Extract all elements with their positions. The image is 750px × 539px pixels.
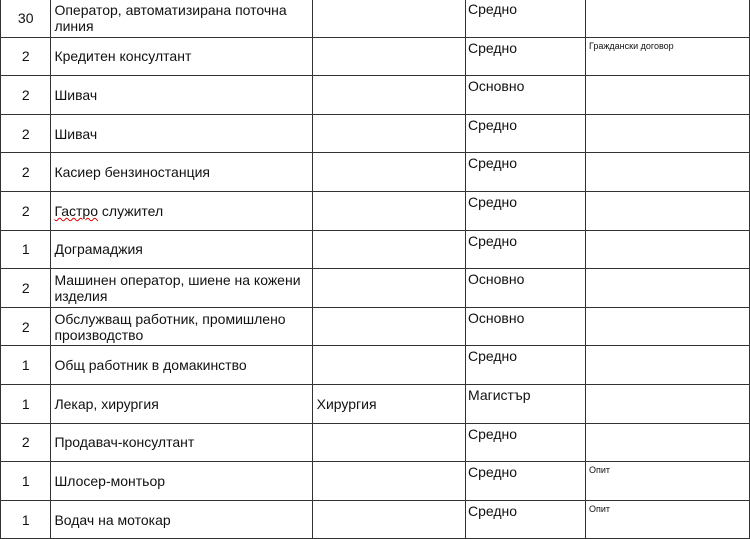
position-cell — [51, 384, 312, 423]
position-cell-text: Гастро служител — [54, 202, 164, 219]
specialty-cell — [312, 500, 465, 539]
note-cell-text: Опит — [589, 465, 611, 476]
quantity-cell — [1, 76, 51, 115]
note-cell — [586, 307, 750, 346]
specialty-cell — [312, 384, 465, 423]
education-cell — [466, 37, 586, 76]
note-cell-text: Опит — [589, 503, 611, 514]
quantity-cell-text: 2 — [21, 202, 30, 219]
quantity-cell-text: 2 — [21, 48, 30, 65]
position-cell — [51, 269, 312, 308]
position-cell — [51, 230, 312, 269]
specialty-cell — [312, 230, 465, 269]
position-cell-text: Дограмаджия — [54, 241, 143, 258]
quantity-cell-text: 2 — [21, 164, 30, 181]
education-cell-text: Средно — [468, 464, 518, 481]
position-cell-text: Общ работник в домакинство — [54, 357, 247, 374]
position-cell-text: Водач на мотокар — [54, 511, 171, 528]
table-row — [1, 230, 750, 269]
education-cell-text: Основно — [468, 78, 525, 95]
position-cell-text: Машинен оператор, шиене на кожени изделия — [54, 271, 301, 304]
quantity-cell — [1, 346, 51, 385]
quantity-cell — [1, 37, 51, 76]
table-row — [1, 0, 750, 37]
table-row — [1, 37, 750, 76]
specialty-cell — [312, 423, 465, 462]
position-cell-text: Оператор, автоматизирана поточна линия — [54, 1, 287, 34]
position-cell — [51, 76, 312, 115]
note-cell — [586, 191, 750, 230]
position-cell — [51, 153, 312, 192]
education-cell-text: Основно — [468, 309, 525, 326]
quantity-cell — [1, 423, 51, 462]
table-row — [1, 269, 750, 308]
position-cell — [51, 191, 312, 230]
education-cell — [466, 423, 586, 462]
table-row — [1, 423, 750, 462]
education-cell — [466, 191, 586, 230]
note-cell — [586, 0, 750, 37]
education-cell-text: Средно — [468, 39, 518, 56]
note-cell — [586, 500, 750, 539]
note-cell-text: Граждански договор — [589, 40, 674, 51]
quantity-cell — [1, 462, 51, 501]
education-cell — [466, 153, 586, 192]
position-cell — [51, 423, 312, 462]
specialty-cell — [312, 191, 465, 230]
note-cell — [586, 76, 750, 115]
position-cell-text: Шлосер-монтьор — [54, 472, 166, 489]
table-row — [1, 307, 750, 346]
education-cell-text: Средно — [468, 232, 518, 249]
position-cell — [51, 37, 312, 76]
specialty-cell — [312, 114, 465, 153]
specialty-cell — [312, 76, 465, 115]
position-cell — [51, 307, 312, 346]
position-cell-text: Обслужващ работник, промишлено производство — [54, 310, 286, 343]
education-cell — [466, 307, 586, 346]
table-row — [1, 153, 750, 192]
quantity-cell — [1, 269, 51, 308]
position-cell-text: Кредитен консултант — [54, 48, 192, 65]
specialty-cell — [312, 462, 465, 501]
position-cell-text: Лекар, хирургия — [54, 395, 159, 412]
position-cell-text: Касиер бензиностанция — [54, 164, 210, 181]
specialty-cell — [312, 37, 465, 76]
position-cell — [51, 462, 312, 501]
quantity-cell — [1, 230, 51, 269]
quantity-cell-text: 2 — [21, 86, 30, 103]
quantity-cell-text: 2 — [21, 434, 30, 451]
specialty-cell — [312, 153, 465, 192]
education-cell-text: Средно — [468, 502, 518, 519]
position-cell-text: Шивач — [54, 86, 98, 103]
education-cell-text: Средно — [468, 1, 518, 17]
specialty-cell — [312, 269, 465, 308]
quantity-cell-text: 1 — [21, 472, 30, 489]
note-cell — [586, 384, 750, 423]
position-cell — [51, 0, 312, 37]
table-row — [1, 384, 750, 423]
education-cell — [466, 114, 586, 153]
note-cell — [586, 346, 750, 385]
position-cell — [51, 346, 312, 385]
education-cell — [466, 384, 586, 423]
specialty-cell — [312, 346, 465, 385]
education-cell — [466, 500, 586, 539]
education-cell — [466, 269, 586, 308]
note-cell — [586, 153, 750, 192]
position-cell — [51, 114, 312, 153]
quantity-cell — [1, 0, 51, 37]
quantity-cell — [1, 191, 51, 230]
education-cell-text: Средно — [468, 348, 518, 365]
position-cell-text: Продавач-консултант — [54, 434, 195, 451]
education-cell-text: Средно — [468, 193, 518, 210]
note-cell — [586, 423, 750, 462]
note-cell — [586, 230, 750, 269]
quantity-cell-text: 1 — [21, 241, 30, 258]
education-cell — [466, 346, 586, 385]
quantity-cell-text: 2 — [21, 125, 30, 142]
education-cell — [466, 0, 586, 37]
education-cell-text: Средно — [468, 155, 518, 172]
quantity-cell-text: 2 — [21, 279, 30, 296]
note-cell — [586, 37, 750, 76]
specialty-cell-text: Хирургия — [316, 395, 377, 412]
position-cell-text: Шивач — [54, 125, 98, 142]
table-row — [1, 114, 750, 153]
education-cell-text: Основно — [468, 271, 525, 288]
education-cell-text: Магистър — [468, 386, 531, 403]
quantity-cell-text: 1 — [21, 511, 30, 528]
note-cell — [586, 462, 750, 501]
education-cell — [466, 76, 586, 115]
note-cell — [586, 269, 750, 308]
quantity-cell-text: 2 — [21, 318, 30, 335]
quantity-cell — [1, 307, 51, 346]
specialty-cell — [312, 307, 465, 346]
quantity-cell-text: 1 — [21, 395, 30, 412]
quantity-cell — [1, 384, 51, 423]
education-cell — [466, 462, 586, 501]
note-cell — [586, 114, 750, 153]
quantity-cell — [1, 500, 51, 539]
quantity-cell-text: 1 — [21, 357, 30, 374]
table-row — [1, 346, 750, 385]
position-cell — [51, 500, 312, 539]
education-cell-text: Средно — [468, 116, 518, 133]
specialty-cell — [312, 0, 465, 37]
quantity-cell — [1, 114, 51, 153]
quantity-cell-text: 30 — [17, 9, 34, 26]
quantity-cell — [1, 153, 51, 192]
education-cell — [466, 230, 586, 269]
table-row — [1, 500, 750, 539]
education-cell-text: Средно — [468, 425, 518, 442]
table-row — [1, 191, 750, 230]
table-row — [1, 462, 750, 501]
table-row — [1, 76, 750, 115]
